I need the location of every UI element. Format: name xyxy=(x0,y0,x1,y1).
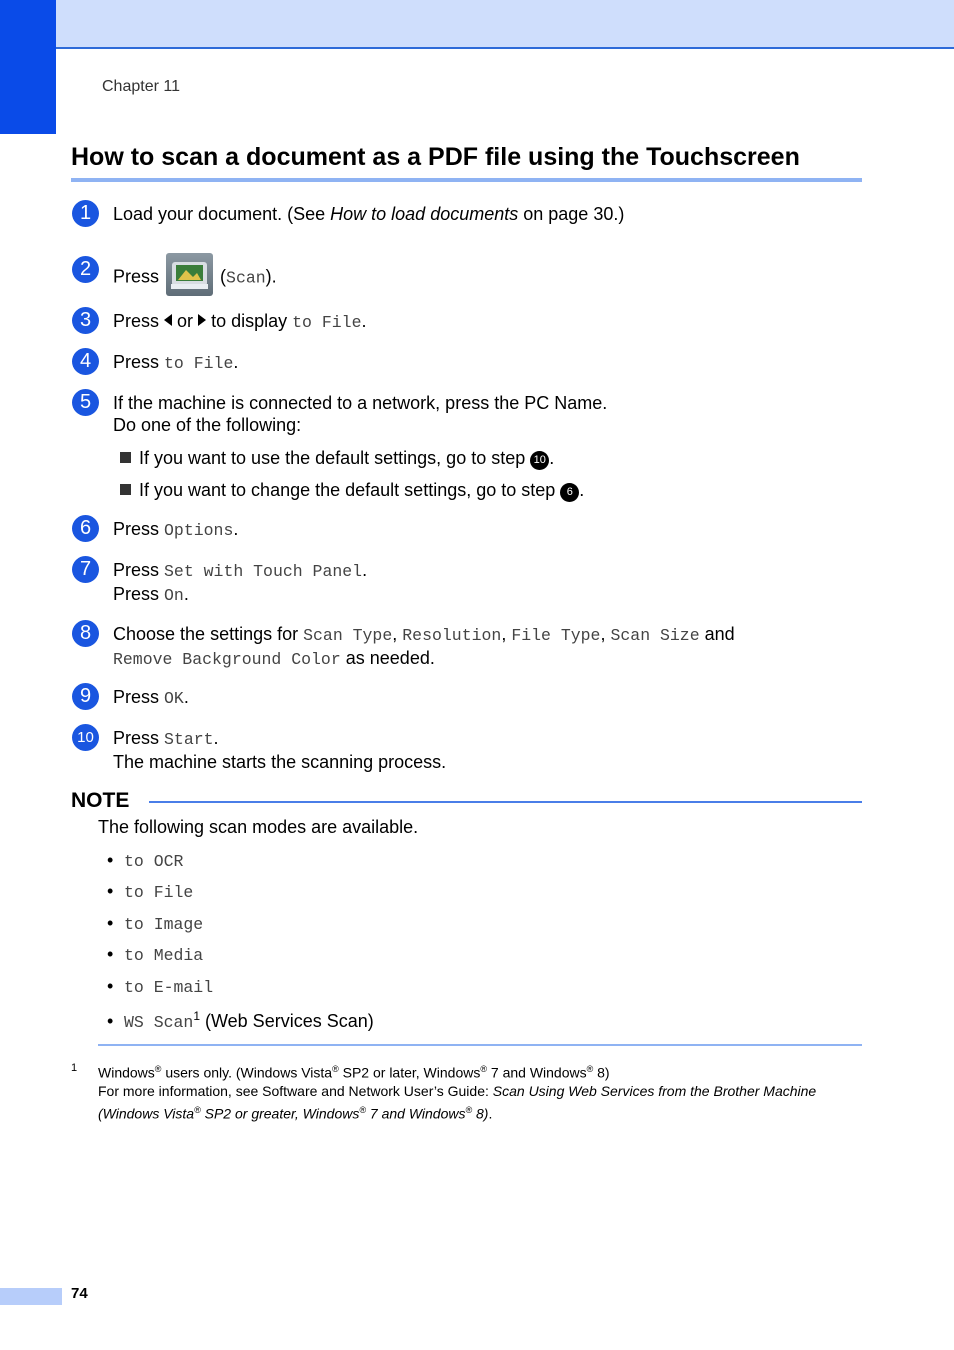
step-badge: 5 xyxy=(72,389,99,416)
step-text: Load your document. (See How to load documents on page 30.) xyxy=(113,204,625,224)
footnote-line-3: (Windows Vista® SP2 or greater, Windows® 7 and Windows® 8). xyxy=(98,1105,493,1122)
list-item: • WS Scan$^1$ (Web Services Scan) xyxy=(107,1009,374,1032)
step-badge: 7 xyxy=(72,556,99,583)
title-rule xyxy=(71,178,862,182)
scanner-icon[interactable] xyxy=(166,253,213,296)
page-number: 74 xyxy=(71,1285,88,1302)
step-text: Press Options. xyxy=(113,519,239,540)
square-bullet-icon xyxy=(120,484,131,495)
step-badge: 10 xyxy=(72,724,99,751)
note-end-rule xyxy=(98,1044,862,1046)
page-tab xyxy=(0,1288,62,1305)
note-rule xyxy=(149,801,862,803)
chapter-tab xyxy=(0,0,56,134)
step-ref-badge: 10 xyxy=(530,451,549,470)
step-text: Press Start. The machine starts the scanning process. xyxy=(113,728,447,772)
list-item: • to E-mail xyxy=(107,976,214,997)
step-text: Choose the settings for Scan Type, Resolution, File Type, Scan Size and Remove Background Color as needed. xyxy=(113,624,735,669)
footnote-line-1: Windows® users only. (Windows Vista® SP2 or later, Windows® 7 and Windows® 8) xyxy=(98,1064,610,1081)
list-item: • to OCR xyxy=(107,850,184,871)
footnote-marker: 1 xyxy=(71,1062,78,1074)
left-arrow-icon xyxy=(164,314,172,326)
note-heading: NOTE xyxy=(71,789,130,812)
step-badge: 6 xyxy=(72,515,99,542)
step-text: If the machine is connected to a network, press the PC Name. Do one of the following: xyxy=(113,393,608,435)
step-text: Press or to display to File. xyxy=(113,311,367,332)
step-text: Press OK. xyxy=(113,687,189,708)
right-arrow-icon xyxy=(198,314,206,326)
chapter-label: Chapter 11 xyxy=(102,78,180,95)
step-badge: 9 xyxy=(72,683,99,710)
step-badge: 2 xyxy=(72,256,99,283)
list-item: • to Media xyxy=(107,944,204,965)
section-title: How to scan a document as a PDF file using the Touchscreen xyxy=(71,143,800,171)
step-badge: 3 xyxy=(72,307,99,334)
footnote-line-2: For more information, see Software and Network User’s Guide: Scan Using Web Services from the Brother Machine xyxy=(98,1083,817,1099)
note-intro: The following scan modes are available. xyxy=(98,817,419,837)
square-bullet-icon xyxy=(120,452,131,463)
step-badge: 8 xyxy=(72,620,99,647)
step-badge: 4 xyxy=(72,348,99,375)
step-ref-badge: 6 xyxy=(560,483,579,502)
step-badge: 1 xyxy=(72,200,99,227)
option-change: If you want to change the default settings, go to step 6 . xyxy=(120,480,584,502)
list-item: • to Image xyxy=(107,913,204,934)
list-item: • to File xyxy=(107,881,194,902)
header-band xyxy=(56,0,954,49)
step-text: Press (Scan). xyxy=(113,256,277,299)
option-default: If you want to use the default settings, go to step 10 . xyxy=(120,448,554,470)
step-text: Press Set with Touch Panel. Press On. xyxy=(113,560,368,605)
step-text: Press to File. xyxy=(113,352,239,373)
